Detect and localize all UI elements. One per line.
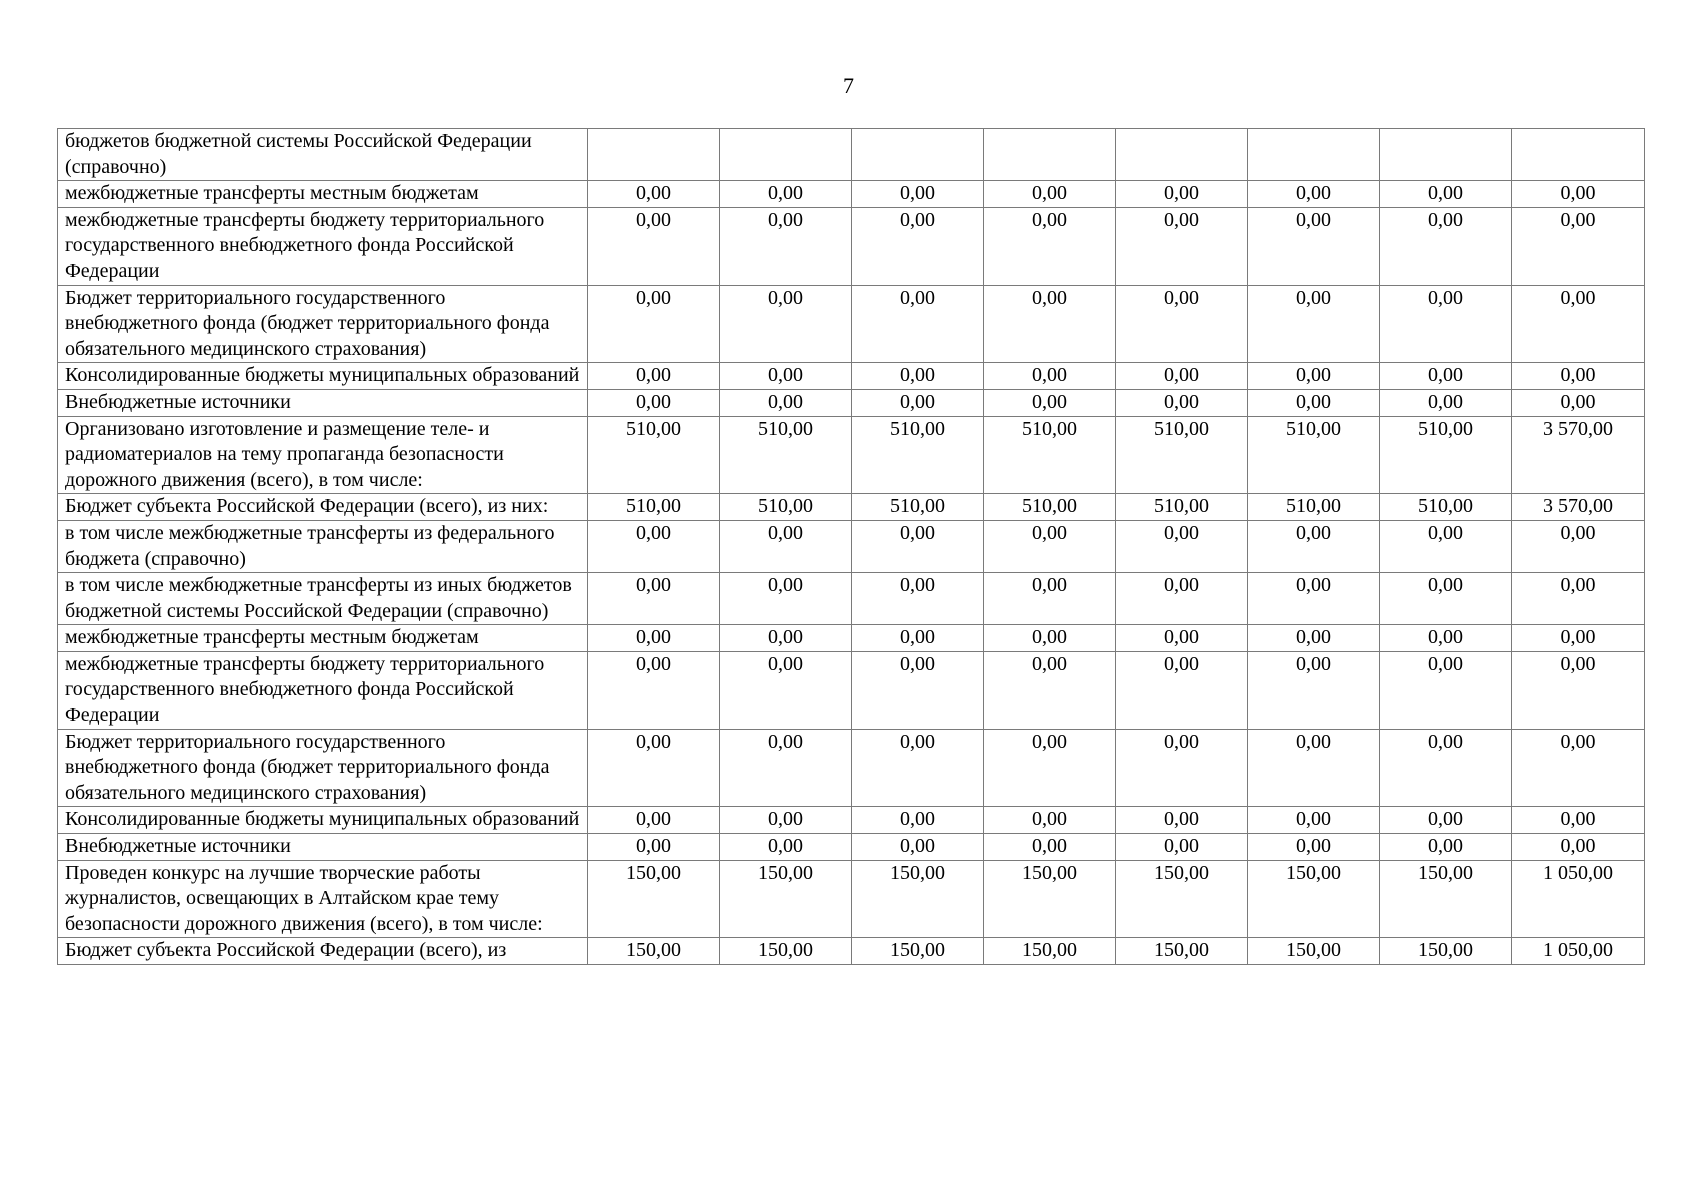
value-cell: 0,00 [1116, 807, 1248, 834]
value-cell: 0,00 [852, 573, 984, 625]
table-body [58, 129, 1645, 965]
value-cell: 0,00 [984, 285, 1116, 363]
row-label: Организовано изготовление и размещение теле- и радиоматериалов на тему пропаганда безопасности дорожного движения (всего), в том числе: [58, 416, 588, 494]
value-cell: 0,00 [1116, 625, 1248, 652]
table-row [58, 285, 1645, 363]
value-cell: 0,00 [1380, 807, 1512, 834]
value-cell: 0,00 [588, 625, 720, 652]
table-row [58, 389, 1645, 416]
value-cell: 150,00 [1248, 860, 1380, 938]
table-row [58, 494, 1645, 521]
value-cell: 0,00 [1380, 363, 1512, 390]
value-cell: 0,00 [984, 625, 1116, 652]
total-cell: 0,00 [1512, 363, 1645, 390]
value-cell: 0,00 [720, 625, 852, 652]
row-label: межбюджетные трансферты местным бюджетам [58, 625, 588, 652]
value-cell: 150,00 [1116, 938, 1248, 965]
value-cell: 0,00 [588, 181, 720, 208]
value-cell: 0,00 [984, 389, 1116, 416]
value-cell: 0,00 [720, 834, 852, 861]
value-cell: 0,00 [984, 520, 1116, 572]
value-cell: 510,00 [720, 494, 852, 521]
table-row [58, 807, 1645, 834]
budget-table [57, 128, 1645, 965]
value-cell: 510,00 [852, 416, 984, 494]
value-cell: 510,00 [1248, 494, 1380, 521]
value-cell: 0,00 [984, 651, 1116, 729]
value-cell: 0,00 [984, 834, 1116, 861]
total-cell: 1 050,00 [1512, 938, 1645, 965]
value-cell: 0,00 [1248, 834, 1380, 861]
value-cell: 0,00 [720, 207, 852, 285]
total-cell [1512, 129, 1645, 181]
value-cell: 150,00 [588, 938, 720, 965]
value-cell: 150,00 [984, 938, 1116, 965]
value-cell: 0,00 [720, 807, 852, 834]
row-label: межбюджетные трансферты бюджету территориального государственного внебюджетного фонда Российской Федерации [58, 651, 588, 729]
value-cell: 0,00 [1380, 181, 1512, 208]
row-label: Консолидированные бюджеты муниципальных образований [58, 807, 588, 834]
value-cell [1248, 129, 1380, 181]
value-cell: 0,00 [588, 285, 720, 363]
total-cell: 1 050,00 [1512, 860, 1645, 938]
table-row [58, 729, 1645, 807]
value-cell: 150,00 [1380, 860, 1512, 938]
value-cell: 0,00 [852, 389, 984, 416]
table-row [58, 573, 1645, 625]
value-cell: 0,00 [1248, 207, 1380, 285]
value-cell: 0,00 [1248, 651, 1380, 729]
value-cell: 0,00 [1248, 389, 1380, 416]
table-row [58, 363, 1645, 390]
total-cell: 0,00 [1512, 807, 1645, 834]
value-cell: 0,00 [1248, 729, 1380, 807]
value-cell: 0,00 [588, 363, 720, 390]
row-label: Бюджет субъекта Российской Федерации (всего), из [58, 938, 588, 965]
value-cell: 0,00 [588, 207, 720, 285]
total-cell: 3 570,00 [1512, 416, 1645, 494]
value-cell: 0,00 [1380, 834, 1512, 861]
value-cell: 150,00 [984, 860, 1116, 938]
value-cell: 0,00 [852, 729, 984, 807]
total-cell: 0,00 [1512, 625, 1645, 652]
value-cell: 0,00 [984, 729, 1116, 807]
value-cell: 510,00 [984, 494, 1116, 521]
value-cell: 510,00 [1248, 416, 1380, 494]
value-cell: 510,00 [1116, 494, 1248, 521]
value-cell: 0,00 [1248, 573, 1380, 625]
total-cell: 0,00 [1512, 389, 1645, 416]
value-cell: 510,00 [588, 416, 720, 494]
value-cell: 0,00 [1380, 651, 1512, 729]
row-label: в том числе межбюджетные трансферты из федерального бюджета (справочно) [58, 520, 588, 572]
value-cell: 510,00 [588, 494, 720, 521]
value-cell: 0,00 [720, 520, 852, 572]
value-cell: 0,00 [852, 181, 984, 208]
value-cell [984, 129, 1116, 181]
value-cell: 0,00 [720, 651, 852, 729]
value-cell: 0,00 [852, 651, 984, 729]
value-cell: 0,00 [720, 285, 852, 363]
table-row [58, 181, 1645, 208]
value-cell: 0,00 [588, 389, 720, 416]
value-cell [1116, 129, 1248, 181]
table-row [58, 860, 1645, 938]
value-cell: 0,00 [720, 729, 852, 807]
value-cell: 0,00 [1116, 729, 1248, 807]
table-row [58, 625, 1645, 652]
value-cell: 0,00 [1380, 729, 1512, 807]
value-cell: 0,00 [588, 807, 720, 834]
total-cell: 0,00 [1512, 651, 1645, 729]
value-cell: 0,00 [1116, 285, 1248, 363]
value-cell: 150,00 [852, 860, 984, 938]
value-cell: 0,00 [1380, 625, 1512, 652]
value-cell: 0,00 [1380, 520, 1512, 572]
value-cell: 0,00 [1116, 207, 1248, 285]
value-cell: 510,00 [720, 416, 852, 494]
row-label: межбюджетные трансферты бюджету территориального государственного внебюджетного фонда Российской Федерации [58, 207, 588, 285]
value-cell: 510,00 [1380, 494, 1512, 521]
value-cell: 150,00 [720, 938, 852, 965]
value-cell: 0,00 [588, 651, 720, 729]
table-row [58, 938, 1645, 965]
value-cell: 150,00 [1248, 938, 1380, 965]
value-cell: 0,00 [984, 363, 1116, 390]
total-cell: 0,00 [1512, 181, 1645, 208]
value-cell: 0,00 [588, 834, 720, 861]
value-cell: 0,00 [1116, 363, 1248, 390]
value-cell: 0,00 [1380, 207, 1512, 285]
value-cell: 0,00 [588, 729, 720, 807]
value-cell: 0,00 [984, 181, 1116, 208]
value-cell [720, 129, 852, 181]
row-label: Бюджет территориального государственного внебюджетного фонда (бюджет территориального фонда обязательного медицинского страхования) [58, 285, 588, 363]
value-cell: 0,00 [852, 625, 984, 652]
value-cell: 0,00 [1116, 573, 1248, 625]
value-cell: 0,00 [1248, 363, 1380, 390]
value-cell [1380, 129, 1512, 181]
value-cell: 0,00 [984, 207, 1116, 285]
row-label: бюджетов бюджетной системы Российской Федерации (справочно) [58, 129, 588, 181]
total-cell: 0,00 [1512, 285, 1645, 363]
value-cell: 0,00 [1116, 181, 1248, 208]
table-row [58, 207, 1645, 285]
value-cell: 0,00 [852, 363, 984, 390]
total-cell: 0,00 [1512, 520, 1645, 572]
table-row [58, 834, 1645, 861]
row-label: в том числе межбюджетные трансферты из иных бюджетов бюджетной системы Российской Федерации (справочно) [58, 573, 588, 625]
value-cell [852, 129, 984, 181]
table-row [58, 129, 1645, 181]
value-cell [588, 129, 720, 181]
value-cell: 0,00 [852, 520, 984, 572]
value-cell: 0,00 [1116, 389, 1248, 416]
table-row [58, 520, 1645, 572]
table-row [58, 651, 1645, 729]
value-cell: 0,00 [1248, 625, 1380, 652]
value-cell: 0,00 [1116, 520, 1248, 572]
value-cell: 150,00 [1380, 938, 1512, 965]
row-label: Бюджет территориального государственного внебюджетного фонда (бюджет территориального фонда обязательного медицинского страхования) [58, 729, 588, 807]
row-label: Внебюджетные источники [58, 389, 588, 416]
value-cell: 510,00 [1380, 416, 1512, 494]
value-cell: 0,00 [720, 181, 852, 208]
value-cell: 0,00 [1116, 834, 1248, 861]
value-cell: 0,00 [1380, 573, 1512, 625]
value-cell: 0,00 [720, 363, 852, 390]
value-cell: 0,00 [720, 573, 852, 625]
row-label: Бюджет субъекта Российской Федерации (всего), из них: [58, 494, 588, 521]
value-cell: 0,00 [1380, 285, 1512, 363]
value-cell: 0,00 [1248, 181, 1380, 208]
value-cell: 0,00 [1248, 520, 1380, 572]
value-cell: 0,00 [588, 520, 720, 572]
value-cell: 0,00 [1248, 285, 1380, 363]
value-cell: 510,00 [1116, 416, 1248, 494]
total-cell: 0,00 [1512, 573, 1645, 625]
value-cell: 0,00 [984, 807, 1116, 834]
value-cell: 510,00 [852, 494, 984, 521]
value-cell: 0,00 [1380, 389, 1512, 416]
value-cell: 150,00 [720, 860, 852, 938]
value-cell: 0,00 [852, 807, 984, 834]
total-cell: 0,00 [1512, 207, 1645, 285]
value-cell: 150,00 [588, 860, 720, 938]
value-cell: 0,00 [852, 285, 984, 363]
value-cell: 150,00 [1116, 860, 1248, 938]
value-cell: 0,00 [984, 573, 1116, 625]
total-cell: 0,00 [1512, 729, 1645, 807]
page-number: 7 [843, 73, 854, 98]
value-cell: 510,00 [984, 416, 1116, 494]
total-cell: 0,00 [1512, 834, 1645, 861]
value-cell: 150,00 [852, 938, 984, 965]
row-label: Консолидированные бюджеты муниципальных образований [58, 363, 588, 390]
row-label: Внебюджетные источники [58, 834, 588, 861]
row-label: межбюджетные трансферты местным бюджетам [58, 181, 588, 208]
row-label: Проведен конкурс на лучшие творческие работы журналистов, освещающих в Алтайском крае тему безопасности дорожного движения (всего), в том числе: [58, 860, 588, 938]
value-cell: 0,00 [1248, 807, 1380, 834]
total-cell: 3 570,00 [1512, 494, 1645, 521]
value-cell: 0,00 [1116, 651, 1248, 729]
table-row [58, 416, 1645, 494]
value-cell: 0,00 [852, 834, 984, 861]
value-cell: 0,00 [588, 573, 720, 625]
value-cell: 0,00 [852, 207, 984, 285]
value-cell: 0,00 [720, 389, 852, 416]
